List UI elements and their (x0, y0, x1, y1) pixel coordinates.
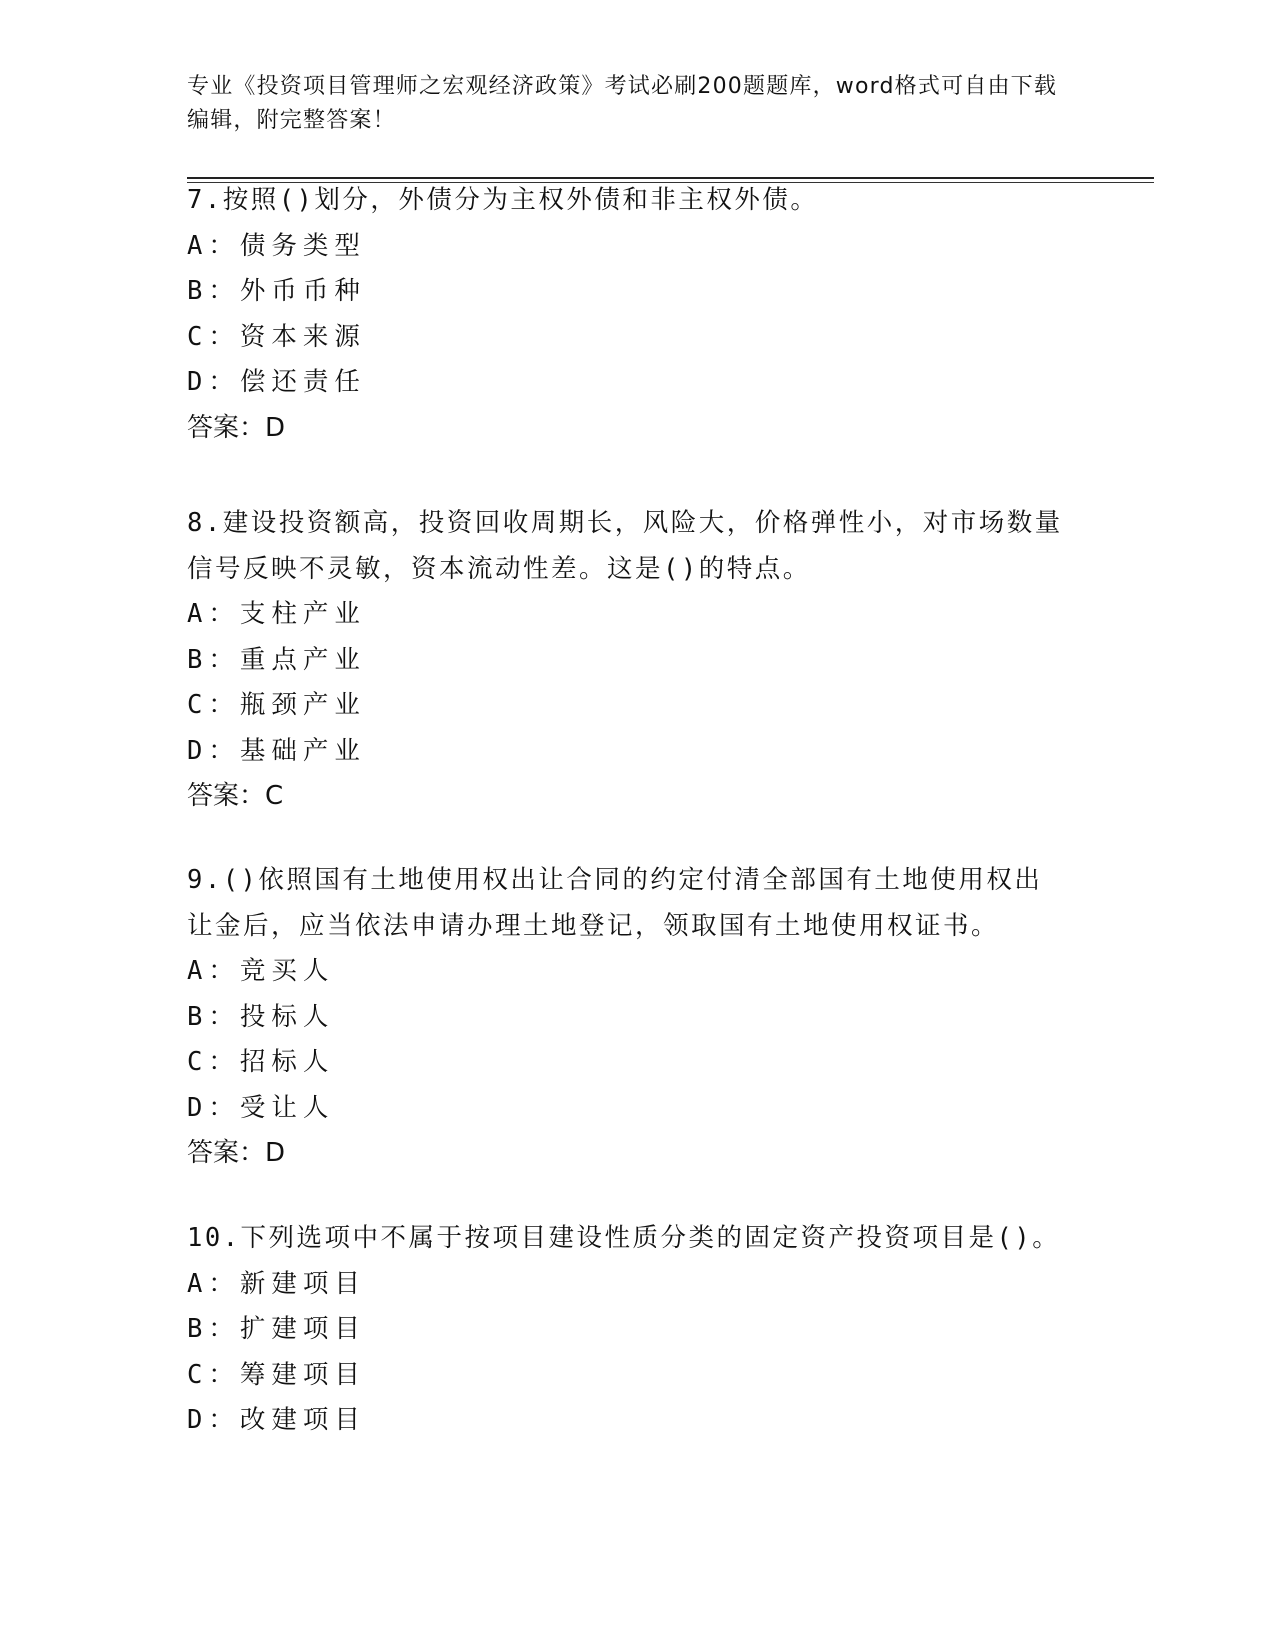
question-7 (187, 178, 1067, 451)
question-stem: 10.下列选项中不属于按项目建设性质分类的固定资产投资项目是()。 (187, 1223, 1061, 1253)
question-8 (187, 501, 1067, 820)
option-a: A：新建项目 (187, 1268, 366, 1299)
option-c: C：瓶颈产业 (187, 690, 366, 720)
option-b: B：外币币种 (187, 276, 366, 306)
option-d: D：受让人 (187, 1092, 335, 1123)
question-stem: 7.按照()划分，外债分为主权外债和非主权外债。 (187, 185, 819, 215)
question-10 (187, 1216, 1067, 1444)
answer-line: 答案：D (187, 1138, 286, 1168)
option-c: C：筹建项目 (187, 1359, 366, 1390)
option-c: C：招标人 (187, 1047, 335, 1077)
option-d: D：基础产业 (187, 735, 366, 766)
answer-line: 答案：D (187, 412, 286, 443)
document-header: 专业《投资项目管理师之宏观经济政策》考试必刷200题题库，word格式可自由下载编辑，附完整答案！ (187, 74, 1058, 133)
option-a: A：债务类型 (187, 230, 366, 261)
option-d: D：偿还责任 (187, 367, 366, 397)
question-9 (187, 858, 1067, 1177)
option-b: B：扩建项目 (187, 1314, 366, 1344)
option-b: B：重点产业 (187, 644, 366, 675)
option-c: C：资本来源 (187, 321, 366, 352)
question-stem: 9.()依照国有土地使用权出让合同的约定付清全部国有土地使用权出让金后，应当依法申请办理土地登记，领取国有土地使用权证书。 (187, 865, 1043, 941)
option-b: B：投标人 (187, 1001, 335, 1032)
option-a: A：竞买人 (187, 956, 335, 986)
option-a: A：支柱产业 (187, 599, 366, 629)
answer-line: 答案：C (187, 781, 284, 811)
question-stem: 8.建设投资额高，投资回收周期长，风险大，价格弹性小，对市场数量信号反映不灵敏，资本流动性差。这是()的特点。 (187, 508, 1063, 584)
option-d: D：改建项目 (187, 1405, 366, 1435)
